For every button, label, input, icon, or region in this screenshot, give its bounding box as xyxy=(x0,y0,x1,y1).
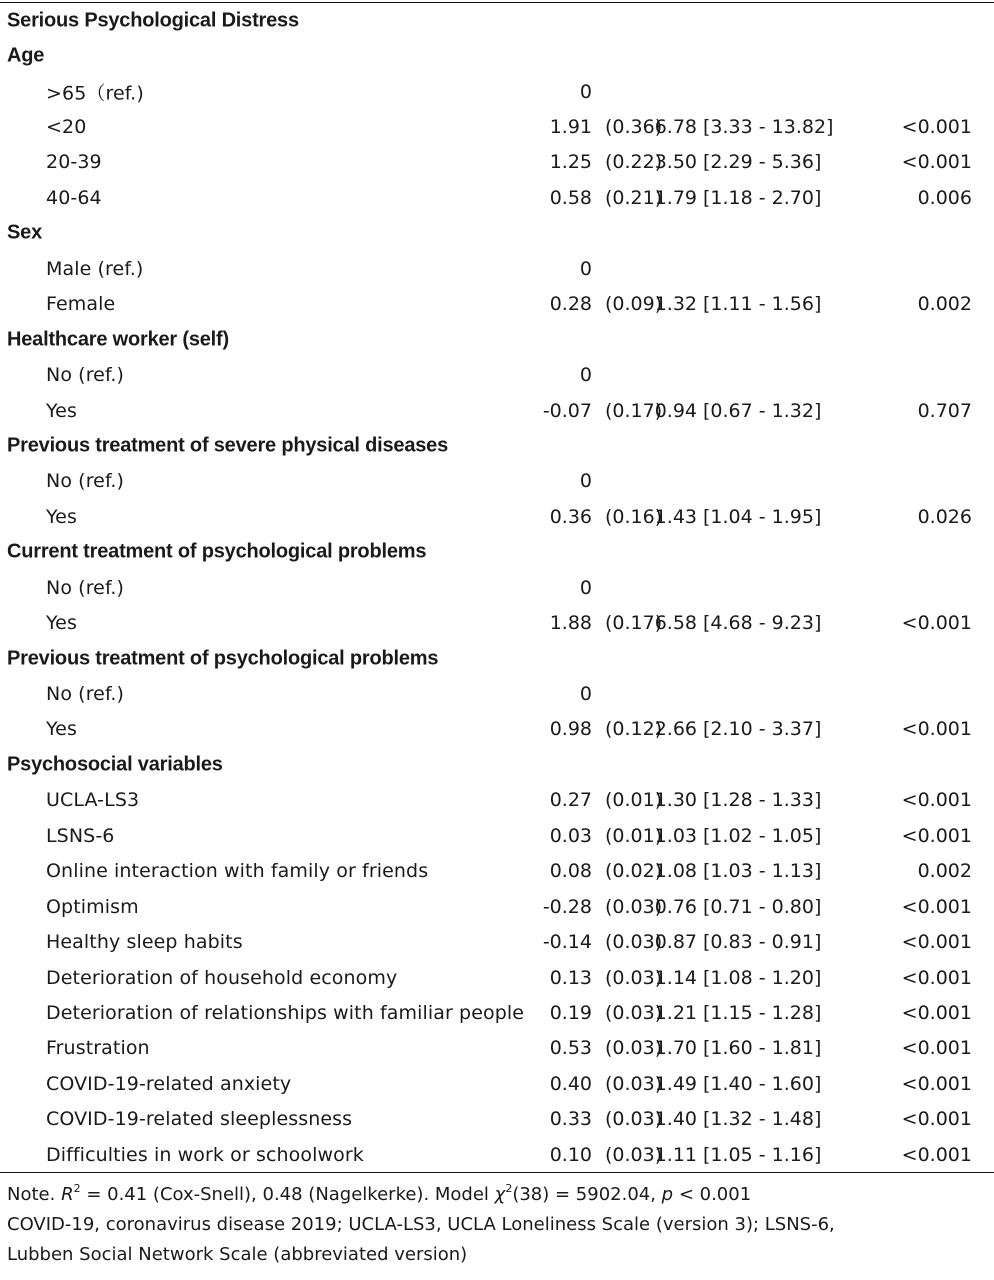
section-header-label: Healthcare worker (self) xyxy=(7,328,229,351)
coefficient-cell: 0.40 xyxy=(549,1072,592,1095)
confidence-interval-cell: [1.04 - 1.95] xyxy=(703,505,822,528)
variable-label: Difficulties in work or schoolwork xyxy=(46,1143,364,1166)
coefficient-cell: -0.28 xyxy=(542,895,592,918)
section-header-row xyxy=(0,428,994,463)
variable-label: No (ref.) xyxy=(46,364,125,387)
odds-ratio-cell: 6.58 xyxy=(654,612,697,635)
p-value-cell: <0.001 xyxy=(901,1001,972,1024)
coefficient-cell: 1.91 xyxy=(549,116,592,139)
confidence-interval-cell: [1.40 - 1.60] xyxy=(703,1072,822,1095)
confidence-interval-cell: [1.18 - 2.70] xyxy=(703,186,822,209)
odds-ratio-cell: 1.03 xyxy=(654,824,697,847)
table-row xyxy=(0,783,994,818)
variable-label: COVID-19-related sleeplessness xyxy=(46,1108,353,1131)
note-prefix: Note. xyxy=(7,1184,56,1205)
section-header-label: Current treatment of psychological problems xyxy=(7,540,427,563)
p-value-cell: <0.001 xyxy=(901,1037,972,1060)
p-value-cell: <0.001 xyxy=(901,789,972,812)
odds-ratio-cell: 0.94 xyxy=(654,399,697,422)
coefficient-cell: -0.07 xyxy=(542,399,592,422)
coefficient-cell: -0.14 xyxy=(542,931,592,954)
odds-ratio-cell: 3.50 xyxy=(654,151,697,174)
p-symbol: p xyxy=(661,1184,674,1205)
section-header-row xyxy=(0,38,994,73)
odds-ratio-cell: 6.78 xyxy=(654,116,697,139)
standard-error-cell: (0.17) xyxy=(605,399,663,422)
p-value-cell: 0.006 xyxy=(917,186,972,209)
table-row xyxy=(0,889,994,924)
variable-label: 40-64 xyxy=(46,186,102,209)
odds-ratio-cell: 1.14 xyxy=(654,966,697,989)
odds-ratio-cell: 1.79 xyxy=(654,186,697,209)
table-row xyxy=(0,74,994,109)
variable-label: No (ref.) xyxy=(46,683,125,706)
p-value-cell: 0.002 xyxy=(917,293,972,316)
p-value-cell: <0.001 xyxy=(901,1108,972,1131)
confidence-interval-cell: [0.83 - 0.91] xyxy=(703,931,822,954)
standard-error-cell: (0.22) xyxy=(605,151,663,174)
coefficient-cell: 0 xyxy=(579,470,592,493)
section-header-row xyxy=(0,747,994,782)
confidence-interval-cell: [2.29 - 5.36] xyxy=(703,151,822,174)
confidence-interval-cell: [0.71 - 0.80] xyxy=(703,895,822,918)
standard-error-cell: (0.03) xyxy=(605,895,663,918)
variable-label: No (ref.) xyxy=(46,576,125,599)
p-value-cell: 0.002 xyxy=(917,860,972,883)
odds-ratio-cell: 1.49 xyxy=(654,1072,697,1095)
table-row xyxy=(0,570,994,605)
table-row xyxy=(0,924,994,959)
section-header-row xyxy=(0,3,994,38)
coefficient-cell: 0.10 xyxy=(549,1143,592,1166)
r-superscript: 2 xyxy=(73,1182,81,1195)
coefficient-cell: 0 xyxy=(579,364,592,387)
p-value-cell: <0.001 xyxy=(901,718,972,741)
variable-label: UCLA-LS3 xyxy=(46,789,140,812)
confidence-interval-cell: [2.10 - 3.37] xyxy=(703,718,822,741)
p-value-cell: <0.001 xyxy=(901,612,972,635)
odds-ratio-cell: 1.70 xyxy=(654,1037,697,1060)
variable-label: Deterioration of relationships with familiar people xyxy=(46,1001,524,1024)
standard-error-cell: (0.09) xyxy=(605,293,663,316)
section-header-row xyxy=(0,322,994,357)
coefficient-cell: 0 xyxy=(579,257,592,280)
odds-ratio-cell: 1.40 xyxy=(654,1108,697,1131)
table-row xyxy=(0,1137,994,1172)
variable-label: <20 xyxy=(46,116,87,139)
table-row xyxy=(0,180,994,215)
table-row xyxy=(0,287,994,322)
section-header-label: Previous treatment of psychological problems xyxy=(7,647,439,670)
table-row xyxy=(0,145,994,180)
odds-ratio-cell: 0.76 xyxy=(654,895,697,918)
p-value-text: < 0.001 xyxy=(673,1184,752,1205)
standard-error-cell: (0.03) xyxy=(605,1072,663,1095)
abbreviations-line-1: COVID-19, coronavirus disease 2019; UCLA-LS3, UCLA Loneliness Scale (version 3); LSNS-6, xyxy=(7,1214,835,1235)
variable-label: Yes xyxy=(46,399,77,422)
variable-label: Frustration xyxy=(46,1037,150,1060)
confidence-interval-cell: [1.05 - 1.16] xyxy=(703,1143,822,1166)
table-row xyxy=(0,393,994,428)
confidence-interval-cell: [4.68 - 9.23] xyxy=(703,612,822,635)
coefficient-cell: 0.53 xyxy=(549,1037,592,1060)
standard-error-cell: (0.03) xyxy=(605,1001,663,1024)
p-value-cell: <0.001 xyxy=(901,151,972,174)
variable-label: Male (ref.) xyxy=(46,257,144,280)
coefficient-cell: 0.98 xyxy=(549,718,592,741)
p-value-cell: <0.001 xyxy=(901,966,972,989)
variable-label: LSNS-6 xyxy=(46,824,115,847)
confidence-interval-cell: [3.33 - 13.82] xyxy=(703,116,834,139)
confidence-interval-cell: [1.03 - 1.13] xyxy=(703,860,822,883)
r-symbol: R xyxy=(61,1184,74,1205)
section-header-row xyxy=(0,641,994,676)
table-row xyxy=(0,995,994,1030)
standard-error-cell: (0.02) xyxy=(605,860,663,883)
section-header-row xyxy=(0,535,994,570)
section-header-label: Age xyxy=(7,44,45,67)
table-row xyxy=(0,499,994,534)
section-header-label: Sex xyxy=(7,221,42,244)
standard-error-cell: (0.21) xyxy=(605,186,663,209)
table-row xyxy=(0,251,994,286)
p-value-cell: 0.707 xyxy=(917,399,972,422)
variable-label: Yes xyxy=(46,505,77,528)
chi-superscript: 2 xyxy=(505,1182,513,1195)
confidence-interval-cell: [1.32 - 1.48] xyxy=(703,1108,822,1131)
variable-label: Yes xyxy=(46,612,77,635)
coefficient-cell: 0.58 xyxy=(549,186,592,209)
odds-ratio-cell: 1.21 xyxy=(654,1001,697,1024)
odds-ratio-cell: 0.87 xyxy=(654,931,697,954)
regression-table xyxy=(0,3,994,1172)
variable-label: Yes xyxy=(46,718,77,741)
coefficient-cell: 0 xyxy=(579,576,592,599)
p-value-cell: <0.001 xyxy=(901,1143,972,1166)
standard-error-cell: (0.03) xyxy=(605,1108,663,1131)
coefficient-cell: 0.27 xyxy=(549,789,592,812)
coefficient-cell: 0.08 xyxy=(549,860,592,883)
coefficient-cell: 0.28 xyxy=(549,293,592,316)
standard-error-cell: (0.03) xyxy=(605,1037,663,1060)
variable-label: No (ref.) xyxy=(46,470,125,493)
table-row xyxy=(0,1102,994,1137)
section-header-label: Psychosocial variables xyxy=(7,753,223,776)
variable-label: >65（ref.) xyxy=(46,82,144,105)
p-value-cell: <0.001 xyxy=(901,824,972,847)
table-notes xyxy=(7,1180,987,1270)
variable-label: Optimism xyxy=(46,895,139,918)
odds-ratio-cell: 1.32 xyxy=(654,293,697,316)
variable-label: COVID-19-related anxiety xyxy=(46,1072,292,1095)
table-row xyxy=(0,464,994,499)
variable-label: 20-39 xyxy=(46,151,102,174)
section-header-row xyxy=(0,216,994,251)
standard-error-cell: (0.01) xyxy=(605,824,663,847)
variable-label: Female xyxy=(46,293,116,316)
odds-ratio-cell: 1.30 xyxy=(654,789,697,812)
p-value-cell: <0.001 xyxy=(901,895,972,918)
variable-label: Healthy sleep habits xyxy=(46,931,243,954)
abbreviations-line-2: Lubben Social Network Scale (abbreviated version) xyxy=(7,1244,468,1265)
p-value-cell: <0.001 xyxy=(901,1072,972,1095)
coefficient-cell: 0.19 xyxy=(549,1001,592,1024)
p-value-cell: <0.001 xyxy=(901,931,972,954)
coefficient-cell: 0.03 xyxy=(549,824,592,847)
table-row xyxy=(0,1066,994,1101)
table-row xyxy=(0,712,994,747)
table-row xyxy=(0,854,994,889)
variable-label: Online interaction with family or friends xyxy=(46,860,429,883)
confidence-interval-cell: [1.60 - 1.81] xyxy=(703,1037,822,1060)
standard-error-cell: (0.16) xyxy=(605,505,663,528)
standard-error-cell: (0.36) xyxy=(605,116,663,139)
standard-error-cell: (0.17) xyxy=(605,612,663,635)
p-value-cell: 0.026 xyxy=(917,505,972,528)
confidence-interval-cell: [0.67 - 1.32] xyxy=(703,399,822,422)
coefficient-cell: 1.88 xyxy=(549,612,592,635)
coefficient-cell: 1.25 xyxy=(549,151,592,174)
section-header-label: Serious Psychological Distress xyxy=(7,9,299,32)
table-row xyxy=(0,1031,994,1066)
variable-label: Deterioration of household economy xyxy=(46,966,398,989)
standard-error-cell: (0.03) xyxy=(605,931,663,954)
table-row xyxy=(0,605,994,640)
coefficient-cell: 0.33 xyxy=(549,1108,592,1131)
coefficient-cell: 0 xyxy=(579,683,592,706)
confidence-interval-cell: [1.28 - 1.33] xyxy=(703,789,822,812)
coefficient-cell: 0.13 xyxy=(549,966,592,989)
p-value-cell: <0.001 xyxy=(901,116,972,139)
odds-ratio-cell: 1.08 xyxy=(654,860,697,883)
table-bottom-rule xyxy=(0,1172,994,1173)
standard-error-cell: (0.03) xyxy=(605,1143,663,1166)
chi-square-text: (38) = 5902.04, xyxy=(512,1184,662,1205)
standard-error-cell: (0.01) xyxy=(605,789,663,812)
section-header-label: Previous treatment of severe physical diseases xyxy=(7,434,449,457)
odds-ratio-cell: 1.43 xyxy=(654,505,697,528)
table-row xyxy=(0,676,994,711)
standard-error-cell: (0.12) xyxy=(605,718,663,741)
table-row xyxy=(0,357,994,392)
table-row xyxy=(0,109,994,144)
table-row xyxy=(0,818,994,853)
odds-ratio-cell: 2.66 xyxy=(654,718,697,741)
confidence-interval-cell: [1.11 - 1.56] xyxy=(703,293,822,316)
table-row xyxy=(0,960,994,995)
chi-symbol: χ xyxy=(494,1184,506,1205)
confidence-interval-cell: [1.08 - 1.20] xyxy=(703,966,822,989)
r-squared-text: = 0.41 (Cox-Snell), 0.48 (Nagelkerke). Model xyxy=(80,1184,495,1205)
confidence-interval-cell: [1.15 - 1.28] xyxy=(703,1001,822,1024)
odds-ratio-cell: 1.11 xyxy=(654,1143,697,1166)
coefficient-cell: 0 xyxy=(579,80,592,103)
confidence-interval-cell: [1.02 - 1.05] xyxy=(703,824,822,847)
standard-error-cell: (0.03) xyxy=(605,966,663,989)
coefficient-cell: 0.36 xyxy=(549,505,592,528)
model-fit-note xyxy=(7,1180,987,1210)
